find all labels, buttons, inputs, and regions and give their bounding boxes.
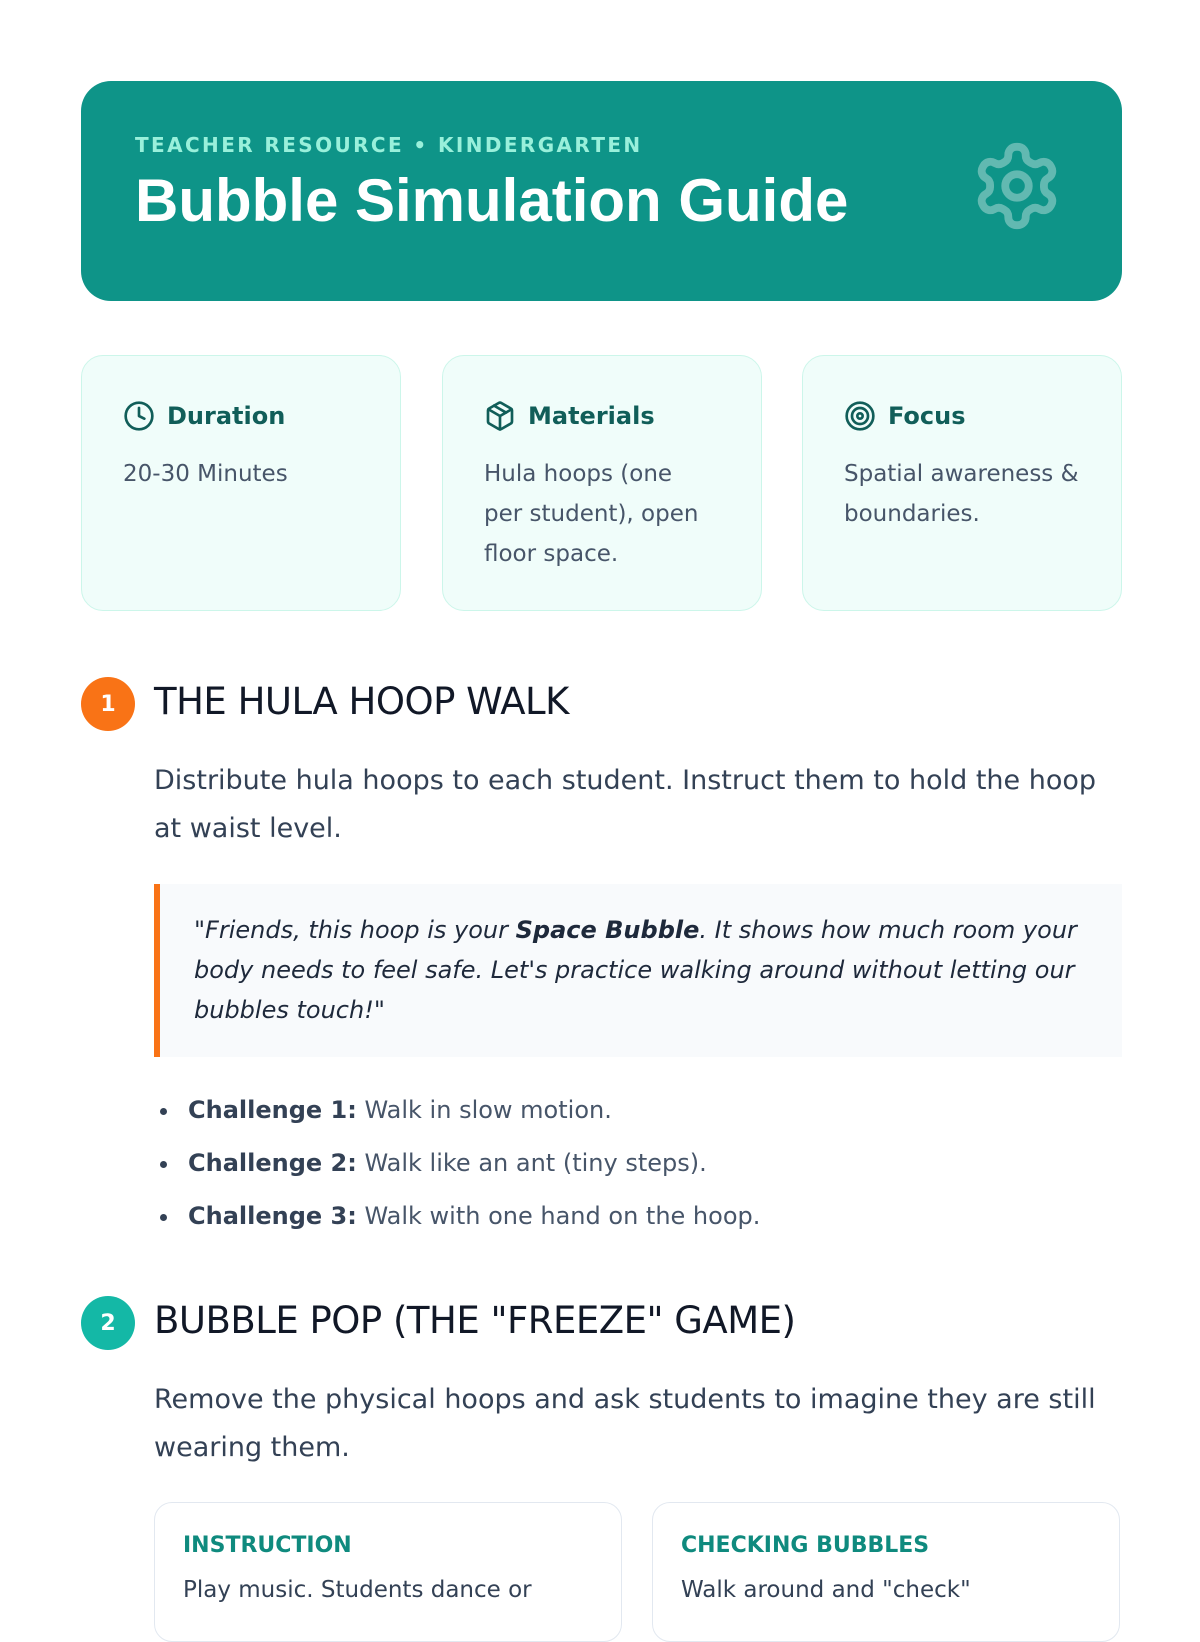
step-body: Remove the physical hoops and ask students to imagine they are still wearing them. <box>154 1384 1096 1463</box>
step-title: BUBBLE POP (THE "FREEZE" GAME) <box>154 1299 796 1342</box>
info-text: Hula hoops (one per student), open floor space. <box>484 461 699 567</box>
challenge-label: Challenge 2: <box>188 1149 357 1177</box>
info-card-focus <box>802 355 1122 611</box>
quote-text: "Friends, this hoop is your <box>194 916 516 944</box>
step-number-badge: 1 <box>81 677 135 731</box>
challenge-text: Walk like an ant (tiny steps). <box>356 1149 707 1177</box>
challenge-text: Walk with one hand on the hoop. <box>356 1202 761 1230</box>
quote-text: . It shows how much room your body needs to feel safe. Let's practice walking around without letting our bubbles touch!" <box>194 916 1077 1024</box>
teacher-script-quote <box>154 884 1122 1057</box>
checking-bubbles-card <box>652 1502 1120 1642</box>
card-text: Walk around and "check" <box>681 1577 971 1603</box>
info-card-duration <box>81 355 401 611</box>
info-label: Focus <box>888 402 966 430</box>
step-title: THE HULA HOOP WALK <box>154 680 569 723</box>
info-card-materials <box>442 355 762 611</box>
page-title: Bubble Simulation Guide <box>135 167 849 234</box>
challenge-text: Walk in slow motion. <box>356 1096 612 1124</box>
eyebrow-label: TEACHER RESOURCE • KINDERGARTEN <box>135 133 643 157</box>
challenge-label: Challenge 3: <box>188 1202 357 1230</box>
clock-icon <box>123 400 155 432</box>
info-cards <box>81 355 1122 611</box>
instruction-card <box>154 1502 622 1642</box>
list-item <box>154 1137 760 1190</box>
box-icon <box>484 400 516 432</box>
list-item <box>154 1084 760 1137</box>
challenge-list <box>154 1084 760 1243</box>
info-label: Materials <box>528 402 655 430</box>
info-text: Spatial awareness & boundaries. <box>844 461 1079 527</box>
gear-icon <box>970 139 1064 233</box>
info-text: 20-30 Minutes <box>123 461 288 487</box>
quote-emphasis: Space Bubble <box>515 916 700 944</box>
header-banner <box>81 81 1122 301</box>
card-label: INSTRUCTION <box>183 1533 352 1558</box>
list-item <box>154 1190 760 1243</box>
step-body: Distribute hula hoops to each student. Instruct them to hold the hoop at waist level. <box>154 765 1097 844</box>
info-label: Duration <box>167 402 286 430</box>
challenge-label: Challenge 1: <box>188 1096 357 1124</box>
step-number-badge: 2 <box>81 1296 135 1350</box>
card-label: CHECKING BUBBLES <box>681 1533 930 1558</box>
target-icon <box>844 400 876 432</box>
card-text: Play music. Students dance or <box>183 1577 532 1603</box>
